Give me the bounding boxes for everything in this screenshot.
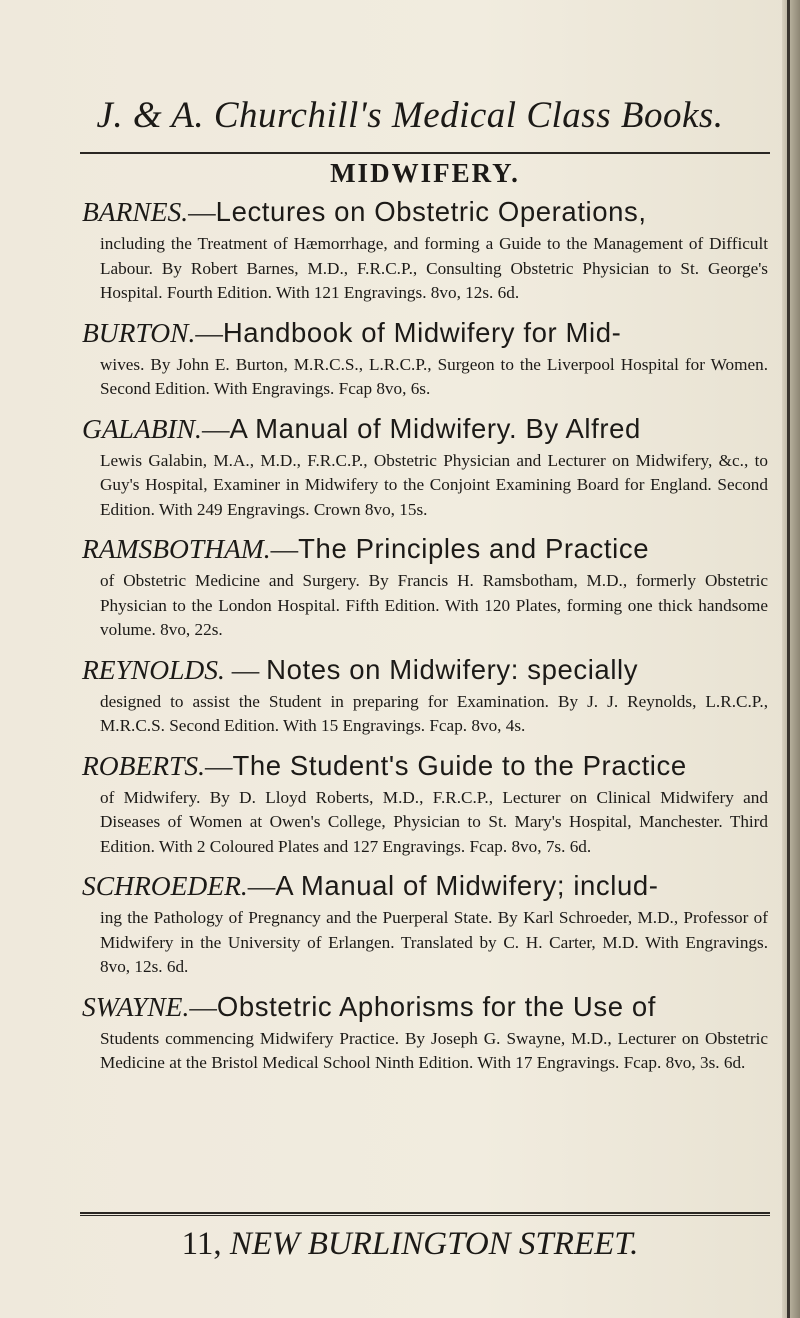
entry-author: BARNES. [82,196,189,227]
entry-author: SWAYNE. [82,990,190,1022]
entry-description: including the Treatment of Hæmorrhage, and forming a Guide to the Management of Difficult Labour. By Robert Barnes, M.D., F.R.C.P., Consulting Obstetric Physician to St. George's Hospital. Fourth Edition. With 121 Engravings. 8vo, 12s. 6d. [100,234,768,302]
entry-description: of Midwifery. By D. Lloyd Roberts, M.D., F.R.C.P., Lecturer on Clinical Midwifery and Diseases of Women at Owen's College, Physician to St. Mary's Hospital, Manchester. Third Edition. With 2 Coloured Plates and 127 Engravings. Fcap. 8vo, 7s. 6d. [100,787,768,856]
entry-dash: — [224,653,267,685]
book-spine-edge [782,0,800,1318]
entry-description: of Obstetric Medicine and Surgery. By Francis H. Ramsbotham, M.D., formerly Obstetric Physician to the London Hospital. Fifth Edition. With 120 Plates, forming one thick handsome volume. 8vo, 22s. [100,571,768,639]
book-entry-roberts [82,746,768,860]
entry-author: ROBERTS. [82,749,205,781]
entry-dash: — [247,870,276,901]
book-entry-ramsbotham [82,529,768,643]
entry-dash: — [195,316,223,348]
book-entry-reynolds [82,650,768,739]
entry-dash: — [201,412,230,444]
entry-title: Handbook of Midwifery for Mid- [222,316,622,348]
entry-title: Notes on Midwifery: specially [266,653,639,685]
entry-dash: — [270,533,299,564]
footer-street: NEW BURLINGTON STREET. [229,1226,639,1262]
entry-title: Lectures on Obstetric Operations, [215,196,647,227]
entry-title: A Manual of Midwifery. By Alfred [229,412,641,444]
entry-dash: — [204,749,233,781]
footer-rule [80,1212,770,1214]
book-entry-barnes [82,192,768,306]
header-rule [80,152,770,154]
entry-author: RAMSBOTHAM. [82,533,271,564]
entry-title: The Principles and Practice [298,533,650,564]
book-entry-burton [82,313,768,402]
entry-title: A Manual of Midwifery; includ- [275,870,659,901]
spine-line [787,0,790,1318]
footer-rule-thin [80,1215,770,1216]
entry-author: SCHROEDER. [82,870,248,901]
entry-dash: — [188,196,216,227]
book-entry-swayne [82,987,768,1076]
page-header: J. & A. Churchill's Medical Class Books. [96,95,724,136]
entry-title: The Student's Guide to the Practice [232,749,687,781]
book-entry-galabin [82,409,768,523]
book-list [82,192,768,1083]
entry-title: Obstetric Aphorisms for the Use of [216,990,656,1022]
entry-author: BURTON. [82,316,196,348]
section-title: MIDWIFERY. [330,158,520,188]
entry-description: wives. By John E. Burton, M.R.C.S., L.R.C.P., Surgeon to the Liverpool Hospital for Women. Second Edition. With Engravings. Fcap 8vo, 6s. [100,354,768,398]
entry-description: Students commencing Midwifery Practice. By Joseph G. Swayne, M.D., Lecturer on Obstetric Medicine at the Bristol Medical School Ninth Edition. With 17 Engravings. Fcap. 8vo, 3s. 6d. [100,1028,768,1072]
entry-description: designed to assist the Student in preparing for Examination. By J. J. Reynolds, L.R.C.P., M.R.C.S. Second Edition. With 15 Engravings. Fcap. 8vo, 4s. [100,691,768,735]
entry-dash: — [189,990,217,1022]
book-entry-schroeder [82,866,768,980]
page-footer [60,1226,760,1263]
entry-author: REYNOLDS. [82,653,225,685]
footer-number: 11, [181,1226,222,1262]
entry-description: Lewis Galabin, M.A., M.D., F.R.C.P., Obstetric Physician and Lecturer on Midwifery, &c., to Guy's Hospital, Examiner in Midwifery to the Conjoint Examining Board for England. Second Edition. With 249 Engravings. Crown 8vo, 15s. [100,450,768,519]
entry-description: ing the Pathology of Pregnancy and the Puerperal State. By Karl Schroeder, M.D., Professor of Midwifery in the University of Erlangen. Translated by C. H. Carter, M.D. With Engravings. 8vo, 12s. 6d. [100,908,768,976]
entry-author: GALABIN. [82,412,202,444]
